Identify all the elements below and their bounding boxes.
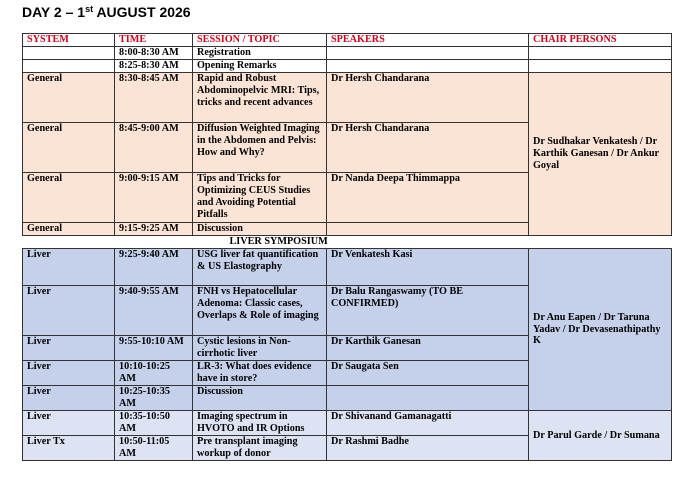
topic-cell: Pre transplant imaging workup of donor <box>193 436 327 461</box>
system-cell: Liver <box>23 286 115 336</box>
speaker-cell: Dr Nanda Deepa Thimmappa <box>327 173 529 223</box>
speaker-cell <box>327 47 529 60</box>
topic-cell: Opening Remarks <box>193 60 327 73</box>
time-cell: 9:15-9:25 AM <box>115 223 193 236</box>
table-row <box>23 60 672 73</box>
system-cell: Liver Tx <box>23 436 115 461</box>
system-cell: General <box>23 123 115 173</box>
topic-cell: Discussion <box>193 386 327 411</box>
speaker-cell: Dr Saugata Sen <box>327 361 529 386</box>
schedule-table <box>22 33 672 461</box>
speaker-cell: Dr Venkatesh Kasi <box>327 249 529 286</box>
system-cell: Liver <box>23 249 115 286</box>
system-cell: General <box>23 173 115 223</box>
system-cell: Liver <box>23 386 115 411</box>
speaker-cell <box>327 386 529 411</box>
speaker-cell: Dr Hersh Chandarana <box>327 123 529 173</box>
speaker-cell: Dr Shivanand Gamanagatti <box>327 411 529 436</box>
system-cell: Liver <box>23 361 115 386</box>
header-time: TIME <box>115 34 193 47</box>
time-cell: 9:00-9:15 AM <box>115 173 193 223</box>
header-speakers: SPEAKERS <box>327 34 529 47</box>
topic-cell: Rapid and Robust Abdominopelvic MRI: Tips, tricks and recent advances <box>193 73 327 123</box>
table-row <box>23 47 672 60</box>
speaker-cell <box>327 223 529 236</box>
time-cell: 10:50-11:05 AM <box>115 436 193 461</box>
time-cell: 9:55-10:10 AM <box>115 336 193 361</box>
topic-cell: USG liver fat quantification & US Elastography <box>193 249 327 286</box>
page-title: DAY 2 – 1st AUGUST 2026 <box>22 4 191 20</box>
time-cell: 8:45-9:00 AM <box>115 123 193 173</box>
time-cell: 8:25-8:30 AM <box>115 60 193 73</box>
time-cell: 10:10-10:25 AM <box>115 361 193 386</box>
time-cell: 9:25-9:40 AM <box>115 249 193 286</box>
speaker-cell: Dr Balu Rangaswamy (TO BE CONFIRMED) <box>327 286 529 336</box>
table-row <box>23 411 672 436</box>
topic-cell: Tips and Tricks for Optimizing CEUS Studies and Avoiding Potential Pitfalls <box>193 173 327 223</box>
system-cell: Liver <box>23 336 115 361</box>
topic-cell: LR-3: What does evidence have in store? <box>193 361 327 386</box>
speaker-cell: Dr Rashmi Badhe <box>327 436 529 461</box>
topic-cell: FNH vs Hepatocellular Adenoma: Classic cases, Overlaps & Role of imaging <box>193 286 327 336</box>
speaker-cell <box>327 60 529 73</box>
header-topic: SESSION / TOPIC <box>193 34 327 47</box>
chair-cell-liver-2: Dr Parul Garde / Dr Sumana <box>529 411 672 461</box>
system-cell <box>23 60 115 73</box>
topic-cell: Imaging spectrum in HVOTO and IR Options <box>193 411 327 436</box>
speaker-cell: Dr Hersh Chandarana <box>327 73 529 123</box>
system-cell: General <box>23 223 115 236</box>
time-cell: 10:35-10:50 AM <box>115 411 193 436</box>
header-system: SYSTEM <box>23 34 115 47</box>
time-cell: 9:40-9:55 AM <box>115 286 193 336</box>
header-row <box>23 34 672 47</box>
topic-cell: Cystic lesions in Non-cirrhotic liver <box>193 336 327 361</box>
system-cell: Liver <box>23 411 115 436</box>
chair-cell <box>529 47 672 60</box>
chair-cell <box>529 60 672 73</box>
topic-cell: Discussion <box>193 223 327 236</box>
symposium-row <box>23 236 672 249</box>
table-row <box>23 73 672 123</box>
time-cell: 8:00-8:30 AM <box>115 47 193 60</box>
time-cell: 8:30-8:45 AM <box>115 73 193 123</box>
time-cell: 10:25-10:35 AM <box>115 386 193 411</box>
system-cell <box>23 47 115 60</box>
chair-cell-general: Dr Sudhakar Venkatesh / Dr Karthik Ganesan / Dr Ankur Goyal <box>529 73 672 236</box>
table-row <box>23 249 672 286</box>
system-cell: General <box>23 73 115 123</box>
chair-cell-liver: Dr Anu Eapen / Dr Taruna Yadav / Dr Devasenathipathy K <box>529 249 672 411</box>
speaker-cell: Dr Karthik Ganesan <box>327 336 529 361</box>
topic-cell: Registration <box>193 47 327 60</box>
symposium-label: LIVER SYMPOSIUM <box>23 236 672 249</box>
topic-cell: Diffusion Weighted Imaging in the Abdomen and Pelvis: How and Why? <box>193 123 327 173</box>
header-chair: CHAIR PERSONS <box>529 34 672 47</box>
